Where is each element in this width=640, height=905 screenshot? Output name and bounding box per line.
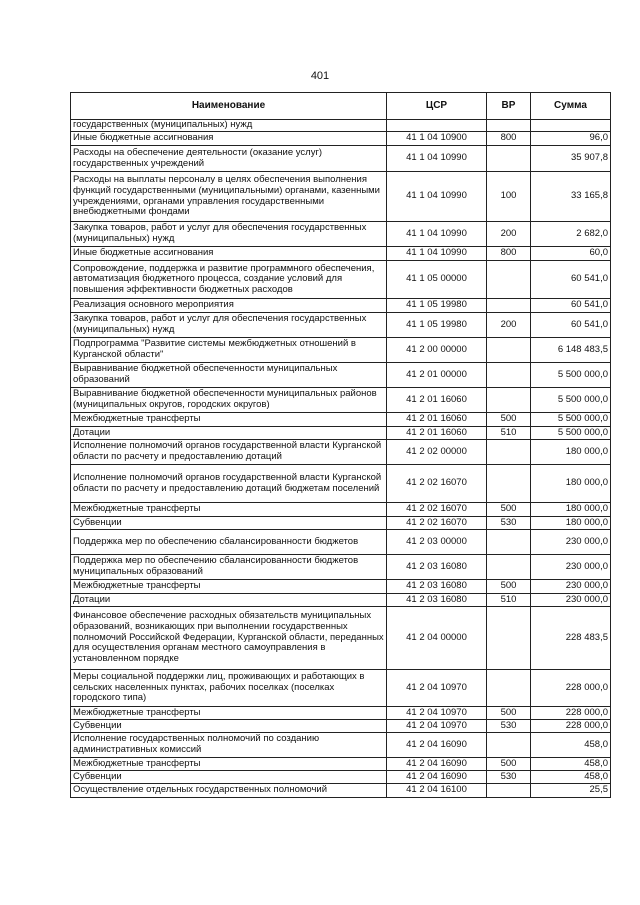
cell-sum: 5 500 000,0 [531,363,611,388]
cell-name: Расходы на обеспечение деятельности (оказание услуг) государственных учреждений [71,146,387,172]
cell-name: Субвенции [71,720,387,733]
cell-csr: 41 2 04 10970 [387,707,487,720]
cell-name: Субвенции [71,517,387,530]
table-row [71,313,611,338]
table-row [71,222,611,247]
cell-vr [487,363,531,388]
table-row [71,720,611,733]
table-row [71,465,611,503]
table-row [71,784,611,798]
cell-sum: 228 000,0 [531,707,611,720]
cell-sum: 180 000,0 [531,440,611,465]
cell-name: Межбюджетные трансферты [71,758,387,771]
table-row [71,261,611,299]
cell-sum: 458,0 [531,771,611,784]
cell-name: Сопровождение, поддержка и развитие программного обеспечения, автоматизация бюджетного процесса, создание условий для повышения эффективности бюджетных расходов [71,261,387,299]
cell-vr: 510 [487,427,531,440]
cell-name: Межбюджетные трансферты [71,707,387,720]
cell-vr: 200 [487,222,531,247]
cell-vr: 500 [487,707,531,720]
cell-sum: 5 500 000,0 [531,413,611,427]
cell-sum: 458,0 [531,733,611,758]
cell-sum: 180 000,0 [531,503,611,517]
cell-vr [487,261,531,299]
cell-sum: 458,0 [531,758,611,771]
cell-csr: 41 2 01 16060 [387,427,487,440]
cell-name: Дотации [71,594,387,607]
cell-vr [487,299,531,313]
cell-csr: 41 2 04 10970 [387,720,487,733]
cell-name: Выравнивание бюджетной обеспеченности муниципальных районов (муниципальных округов, городских округов) [71,388,387,413]
cell-name: Поддержка мер по обеспечению сбалансированности бюджетов муниципальных образований [71,555,387,580]
table-row [71,146,611,172]
cell-vr [487,440,531,465]
cell-name: Подпрограмма "Развитие системы межбюджетных отношений в Курганской области" [71,338,387,363]
table-row [71,388,611,413]
table-row [71,555,611,580]
cell-vr [487,607,531,670]
cell-vr: 500 [487,503,531,517]
table-row [71,607,611,670]
cell-csr: 41 1 04 10990 [387,247,487,261]
header-csr: ЦСР [387,93,487,120]
cell-sum: 2 682,0 [531,222,611,247]
table-row [71,132,611,146]
cell-sum: 180 000,0 [531,517,611,530]
table-row [71,594,611,607]
table-row [71,440,611,465]
cell-sum: 5 500 000,0 [531,388,611,413]
cell-csr: 41 2 03 16080 [387,594,487,607]
budget-table [70,92,611,798]
cell-csr: 41 1 04 10990 [387,172,487,222]
cell-sum: 60 541,0 [531,313,611,338]
cell-vr [487,555,531,580]
header-vr: ВР [487,93,531,120]
cell-vr [487,733,531,758]
cell-csr [387,120,487,132]
cell-vr: 800 [487,247,531,261]
cell-name: Финансовое обеспечение расходных обязательств муниципальных образований, возникающих при выполнении государственных полномочий Российской Федерации, Курганской области, переданных для осуществления органам местного самоуправления в установленном порядке [71,607,387,670]
cell-csr: 41 1 05 19980 [387,299,487,313]
cell-csr: 41 2 04 16090 [387,733,487,758]
cell-csr: 41 2 04 16100 [387,784,487,798]
cell-csr: 41 2 01 00000 [387,363,487,388]
table-row [71,670,611,707]
cell-vr: 530 [487,771,531,784]
cell-csr: 41 2 04 16090 [387,758,487,771]
cell-vr [487,388,531,413]
cell-sum: 230 000,0 [531,594,611,607]
cell-vr: 500 [487,758,531,771]
table-row [71,363,611,388]
table-row [71,413,611,427]
cell-csr: 41 2 02 16070 [387,517,487,530]
cell-name: Межбюджетные трансферты [71,580,387,594]
cell-csr: 41 2 04 16090 [387,771,487,784]
cell-vr: 500 [487,413,531,427]
table-header-row [71,93,611,120]
cell-sum: 6 148 483,5 [531,338,611,363]
cell-csr: 41 2 03 00000 [387,530,487,555]
table-row [71,733,611,758]
cell-sum: 25,5 [531,784,611,798]
table-row [71,120,611,132]
cell-name: Исполнение полномочий органов государственной власти Курганской области по расчету и предоставлению дотаций бюджетам поселений [71,465,387,503]
cell-csr: 41 2 02 16070 [387,503,487,517]
cell-vr: 100 [487,172,531,222]
cell-sum: 230 000,0 [531,555,611,580]
cell-csr: 41 2 00 00000 [387,338,487,363]
cell-name: Исполнение полномочий органов государственной власти Курганской области по расчету и предоставлению дотаций [71,440,387,465]
cell-csr: 41 2 03 16080 [387,580,487,594]
cell-sum: 228 483,5 [531,607,611,670]
cell-vr: 530 [487,517,531,530]
table-row [71,299,611,313]
cell-sum: 60 541,0 [531,261,611,299]
header-name: Наименование [71,93,387,120]
cell-csr: 41 1 04 10900 [387,132,487,146]
table-row [71,338,611,363]
table-row [71,247,611,261]
cell-vr: 510 [487,594,531,607]
cell-name: Дотации [71,427,387,440]
cell-sum: 230 000,0 [531,580,611,594]
cell-sum: 33 165,8 [531,172,611,222]
cell-sum: 5 500 000,0 [531,427,611,440]
cell-vr: 200 [487,313,531,338]
table-row [71,172,611,222]
table-row [71,517,611,530]
cell-vr [487,120,531,132]
cell-sum: 60 541,0 [531,299,611,313]
cell-csr: 41 2 02 00000 [387,440,487,465]
cell-vr: 800 [487,132,531,146]
cell-name: Иные бюджетные ассигнования [71,247,387,261]
cell-name: Закупка товаров, работ и услуг для обеспечения государственных (муниципальных) нужд [71,313,387,338]
cell-sum: 60,0 [531,247,611,261]
cell-name: Закупка товаров, работ и услуг для обеспечения государственных (муниципальных) нужд [71,222,387,247]
cell-csr: 41 2 01 16060 [387,413,487,427]
cell-name: государственных (муниципальных) нужд [71,120,387,132]
cell-csr: 41 2 02 16070 [387,465,487,503]
cell-csr: 41 2 01 16060 [387,388,487,413]
table-body [71,120,611,798]
cell-csr: 41 2 03 16080 [387,555,487,580]
cell-name: Межбюджетные трансферты [71,503,387,517]
cell-sum: 96,0 [531,132,611,146]
cell-name: Расходы на выплаты персоналу в целях обеспечения выполнения функций государственными (муниципальными) органами, казенными учреждениями, органами управления государственными внебюджетными фондами [71,172,387,222]
table-row [71,427,611,440]
table-row [71,707,611,720]
table-row [71,580,611,594]
cell-vr [487,670,531,707]
cell-csr: 41 1 05 00000 [387,261,487,299]
cell-sum: 228 000,0 [531,720,611,733]
cell-sum: 230 000,0 [531,530,611,555]
cell-name: Выравнивание бюджетной обеспеченности муниципальных образований [71,363,387,388]
cell-name: Исполнение государственных полномочий по созданию административных комиссий [71,733,387,758]
cell-vr [487,530,531,555]
cell-csr: 41 1 04 10990 [387,146,487,172]
cell-name: Меры социальной поддержки лиц, проживающих и работающих в сельских населенных пунктах, рабочих поселках (поселках городского типа) [71,670,387,707]
cell-vr [487,784,531,798]
page-number: 401 [310,70,330,82]
cell-vr [487,338,531,363]
cell-vr: 500 [487,580,531,594]
cell-csr: 41 1 05 19980 [387,313,487,338]
cell-sum: 228 000,0 [531,670,611,707]
cell-vr [487,465,531,503]
cell-name: Осуществление отдельных государственных полномочий [71,784,387,798]
cell-name: Субвенции [71,771,387,784]
cell-sum: 35 907,8 [531,146,611,172]
cell-name: Межбюджетные трансферты [71,413,387,427]
header-sum: Сумма [531,93,611,120]
cell-vr [487,146,531,172]
cell-name: Иные бюджетные ассигнования [71,132,387,146]
cell-csr: 41 2 04 00000 [387,607,487,670]
table-row [71,503,611,517]
table-row [71,758,611,771]
cell-sum [531,120,611,132]
cell-csr: 41 2 04 10970 [387,670,487,707]
table-row [71,530,611,555]
cell-name: Поддержка мер по обеспечению сбалансированности бюджетов [71,530,387,555]
cell-name: Реализация основного мероприятия [71,299,387,313]
table-row [71,771,611,784]
cell-sum: 180 000,0 [531,465,611,503]
cell-csr: 41 1 04 10990 [387,222,487,247]
cell-vr: 530 [487,720,531,733]
